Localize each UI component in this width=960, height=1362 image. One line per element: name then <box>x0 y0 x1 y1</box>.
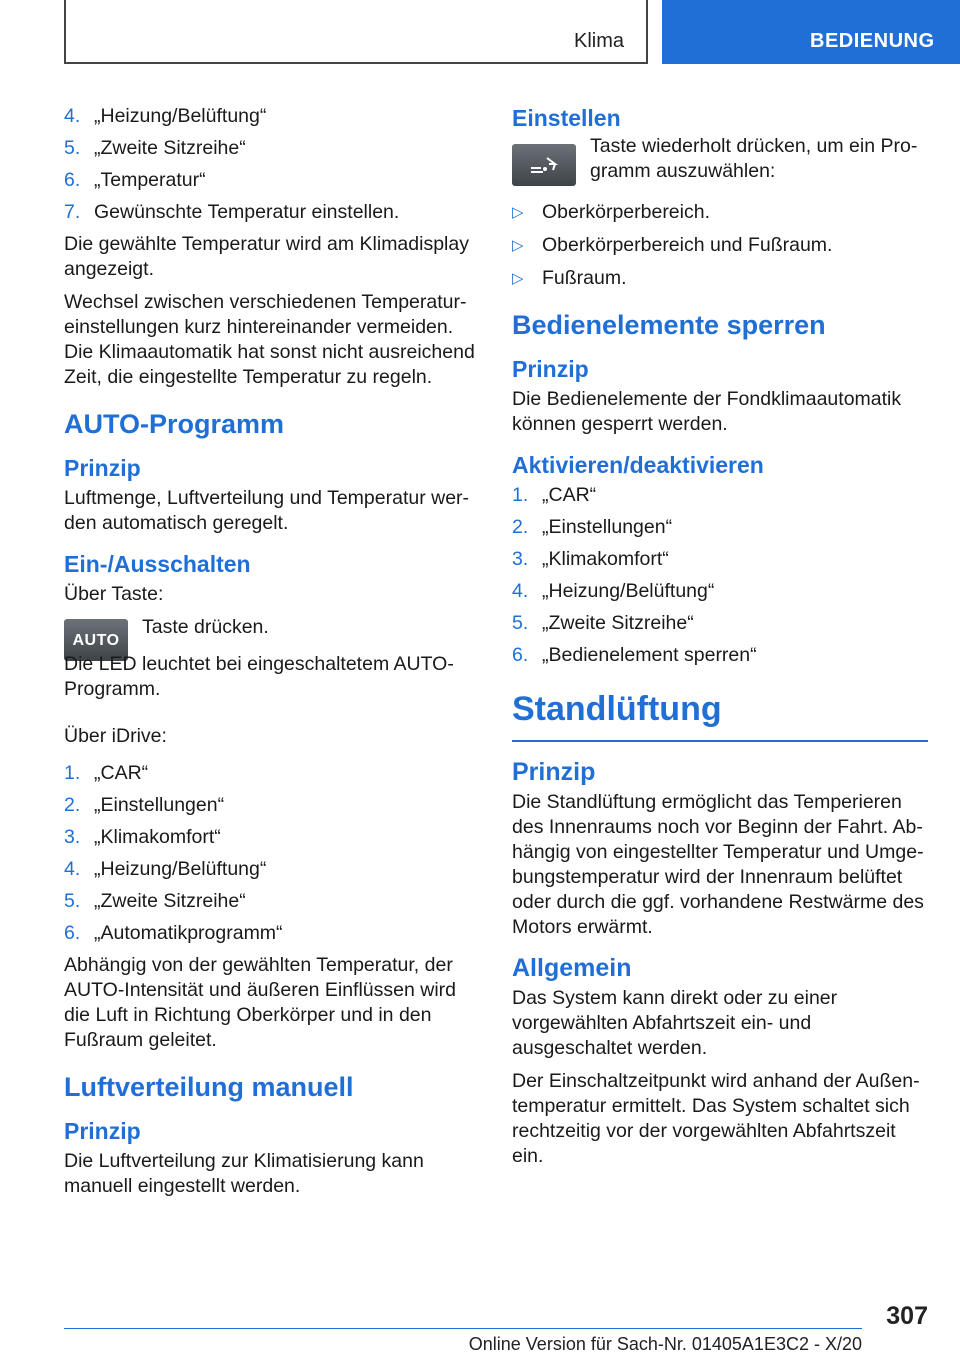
list-item: 4. „Heizung/Belüftung“ <box>64 105 267 127</box>
heading-auto-programm: AUTO-Programm <box>64 409 285 439</box>
paragraph: Über Taste: <box>64 583 164 605</box>
air-distribution-icon <box>512 144 576 186</box>
heading-prinzip: Prinzip <box>64 455 141 481</box>
list-item: 7. Gewünschte Temperatur einstellen. <box>64 201 400 223</box>
auto-button-icon: AUTO <box>64 619 128 661</box>
list-item: 4. „Heizung/Belüftung“ <box>64 858 267 880</box>
list-item: 2. „Einstellungen“ <box>64 794 225 816</box>
option-list <box>512 200 928 291</box>
right-column <box>512 104 928 1177</box>
paragraph: Taste drücken. <box>142 616 269 638</box>
paragraph: Die Bedienelemente der Fondklimaautomatik können gesperrt werden. <box>512 388 902 435</box>
heading-standlueftung: Standlüftung <box>512 688 928 742</box>
paragraph: Das System kann direkt oder zu einer vorgewählten Abfahrtszeit ein- und ausgeschaltet werden. <box>512 987 838 1059</box>
page-number: 307 <box>886 1302 928 1330</box>
list-item: ▷ Fußraum. <box>512 267 627 289</box>
list-item: 1. „CAR“ <box>512 484 597 506</box>
paragraph: Die gewählte Temperatur wird am Klimadisplay angezeigt. <box>64 233 469 280</box>
paragraph: Abhängig von der gewählten Temperatur, der AUTO-Intensität und äußeren Einflüssen wird die Luft in Richtung Oberkörper und in den Fußraum geleitet. <box>64 954 456 1051</box>
step-list-c <box>512 483 928 668</box>
triangle-bullet-icon: ▷ <box>512 237 524 254</box>
heading-allgemein: Allgemein <box>512 954 632 982</box>
list-item: 1. „CAR“ <box>64 762 149 784</box>
paragraph: Der Einschaltzeitpunkt wird anhand der Außentemperatur ermittelt. Das System schaltet sich rechtzeitig vor der vorgewählten Abfahrtszeit ein. <box>512 1070 920 1167</box>
step-list-a <box>64 104 480 225</box>
left-column <box>64 104 480 1207</box>
list-item: 6. „Temperatur“ <box>64 169 206 191</box>
paragraph: Die LED leuchtet bei eingeschaltetem AUTO-Programm. <box>64 653 454 700</box>
triangle-bullet-icon: ▷ <box>512 270 524 287</box>
triangle-bullet-icon: ▷ <box>512 204 524 221</box>
list-item: 6. „Automatikprogramm“ <box>64 922 283 944</box>
airflow-key-row <box>512 135 928 192</box>
paragraph: Die Standlüftung ermöglicht das Temperieren des Innenraums noch vor Beginn der Fahrt. Abhängig von eingestellter Temperatur und Umgebungstemperatur wird der Innenraum belüftet oder durch die ggf. vorhandene Restwärme des Motors erwärmt. <box>512 791 924 938</box>
chapter-tab: BEDIENUNG <box>662 0 960 64</box>
paragraph: Luftmenge, Luftverteilung und Temperatur werden automatisch geregelt. <box>64 487 470 534</box>
list-item: 3. „Klimakomfort“ <box>64 826 221 848</box>
list-item: 4. „Heizung/Belüftung“ <box>512 580 715 602</box>
list-item: 5. „Zweite Sitzreihe“ <box>64 890 246 912</box>
footer-divider <box>64 1328 862 1329</box>
list-item: 6. „Bedienelement sperren“ <box>512 644 757 666</box>
heading-prinzip: Prinzip <box>512 356 589 382</box>
paragraph: Über iDrive: <box>64 725 167 747</box>
list-item: 5. „Zweite Sitzreihe“ <box>64 137 246 159</box>
heading-aktivieren: Aktivieren/deaktivieren <box>512 452 764 478</box>
paragraph: Taste wiederholt drücken, um ein Programm auszuwählen: <box>590 135 918 182</box>
paragraph: Wechsel zwischen verschiedenen Temperatureinstellungen kurz hintereinander vermeiden. Die Klimaautomatik hat sonst nicht ausreichend Zeit, die eingestellte Temperatur zu regeln. <box>64 291 475 388</box>
heading-bedienelemente-sperren: Bedienelemente sperren <box>512 310 826 340</box>
auto-key-row <box>64 615 480 710</box>
list-item: 3. „Klimakomfort“ <box>512 548 669 570</box>
heading-luftverteilung: Luftverteilung manuell <box>64 1072 354 1102</box>
step-list-b <box>64 761 480 946</box>
footer-online-version: Online Version für Sach-Nr. 01405A1E3C2 - X/20 <box>468 1334 862 1354</box>
heading-prinzip: Prinzip <box>64 1118 141 1144</box>
list-item: 2. „Einstellungen“ <box>512 516 673 538</box>
section-title: Klima <box>573 30 624 52</box>
heading-prinzip: Prinzip <box>512 758 596 786</box>
list-item: ▷ Oberkörperbereich. <box>512 201 710 223</box>
heading-ein-ausschalten: Ein-/Ausschalten <box>64 551 251 577</box>
heading-einstellen: Einstellen <box>512 105 621 131</box>
list-item: 5. „Zweite Sitzreihe“ <box>512 612 694 634</box>
paragraph: Die Luftverteilung zur Klimatisierung kann manuell eingestellt werden. <box>64 1150 424 1197</box>
list-item: ▷ Oberkörperbereich und Fußraum. <box>512 234 833 256</box>
header-frame <box>64 0 648 64</box>
